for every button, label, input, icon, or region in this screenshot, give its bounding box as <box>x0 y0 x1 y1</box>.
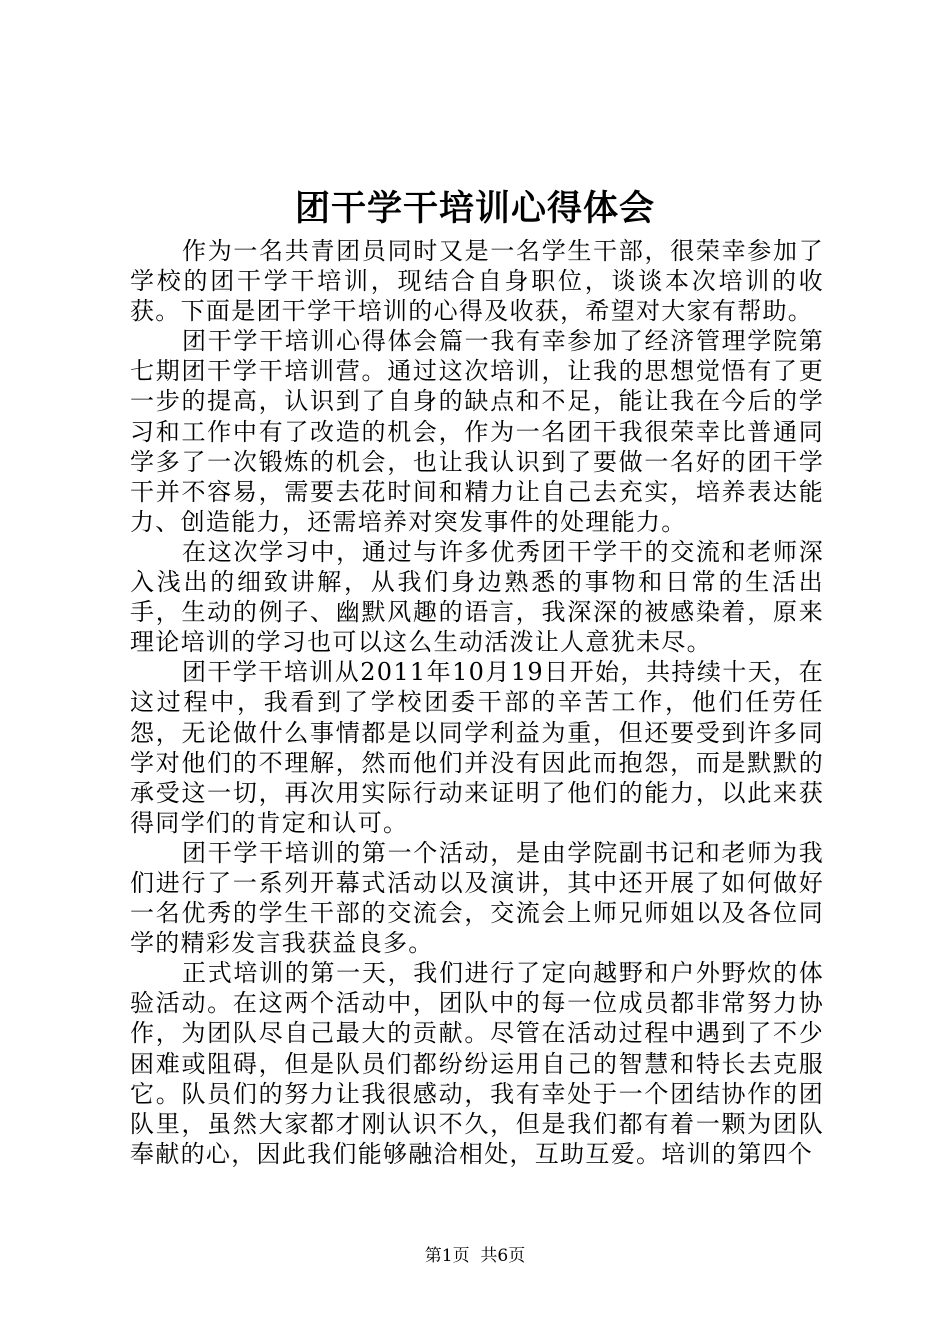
page-title: 团干学干培训心得体会 <box>294 188 655 229</box>
document-body <box>130 236 824 1169</box>
paragraph-1: 作为一名共青团员同时又是一名学生干部，很荣幸参加了学校的团干学干培训，现结合自身职位，谈谈本次培训的收获。下面是团干学干培训的心得及收获，希望对大家有帮助。 <box>130 237 824 326</box>
paragraph-2: 团干学干培训心得体会篇一我有幸参加了经济管理学院第七期团干学干培训营。通过这次培训，让我的思想觉悟有了更一步的提高，认识到了自身的缺点和不足，能让我在今后的学习和工作中有了改造的机会，作为一名团干我很荣幸比普通同学多了一次锻炼的机会，也让我认识到了要做一名好的团干学干并不容易，需要去花时间和精力让自己去充实，培养表达能力、创造能力，还需培养对突发事件的处理能力。 <box>130 327 824 536</box>
paragraph-6: 正式培训的第一天，我们进行了定向越野和户外野炊的体验活动。在这两个活动中，团队中的每一位成员都非常努力协作，为团队尽自己最大的贡献。尽管在活动过程中遇到了不少困难或阻碍，但是队员们都纷纷运用自己的智慧和特长去克服它。队员们的努力让我很感动，我有幸处于一个团结协作的团队里，虽然大家都才刚认识不久，但是我们都有着一颗为团队奉献的心，因此我们能够融洽相处，互助互爱。培训的第四个 <box>130 959 824 1168</box>
page-total: 共6页 <box>480 1246 526 1266</box>
paragraph-5: 团干学干培训的第一个活动，是由学院副书记和老师为我们进行了一系列开幕式活动以及演讲，其中还开展了如何做好一名优秀的学生干部的交流会，交流会上师兄师姐以及各位同学的精彩发言我获益良多。 <box>130 838 824 958</box>
paragraph-3: 在这次学习中，通过与许多优秀团干学干的交流和老师深入浅出的细致讲解，从我们身边熟悉的事物和日常的生活出手，生动的例子、幽默风趣的语言，我深深的被感染着，原来理论培训的学习也可以这么生动活泼让人意犹未尽。 <box>130 537 824 657</box>
paragraph-4: 团干学干培训从2011年10月19日开始，共持续十天，在这过程中，我看到了学校团委干部的辛苦工作，他们任劳任怨，无论做什么事情都是以同学利益为重，但还要受到许多同学对他们的不理解，然而他们并没有因此而抱怨，而是默默的承受这一切，再次用实际行动来证明了他们的能力，以此来获得同学们的肯定和认可。 <box>130 658 824 837</box>
page-number: 第1页 <box>424 1246 470 1266</box>
page-footer <box>0 1245 950 1267</box>
